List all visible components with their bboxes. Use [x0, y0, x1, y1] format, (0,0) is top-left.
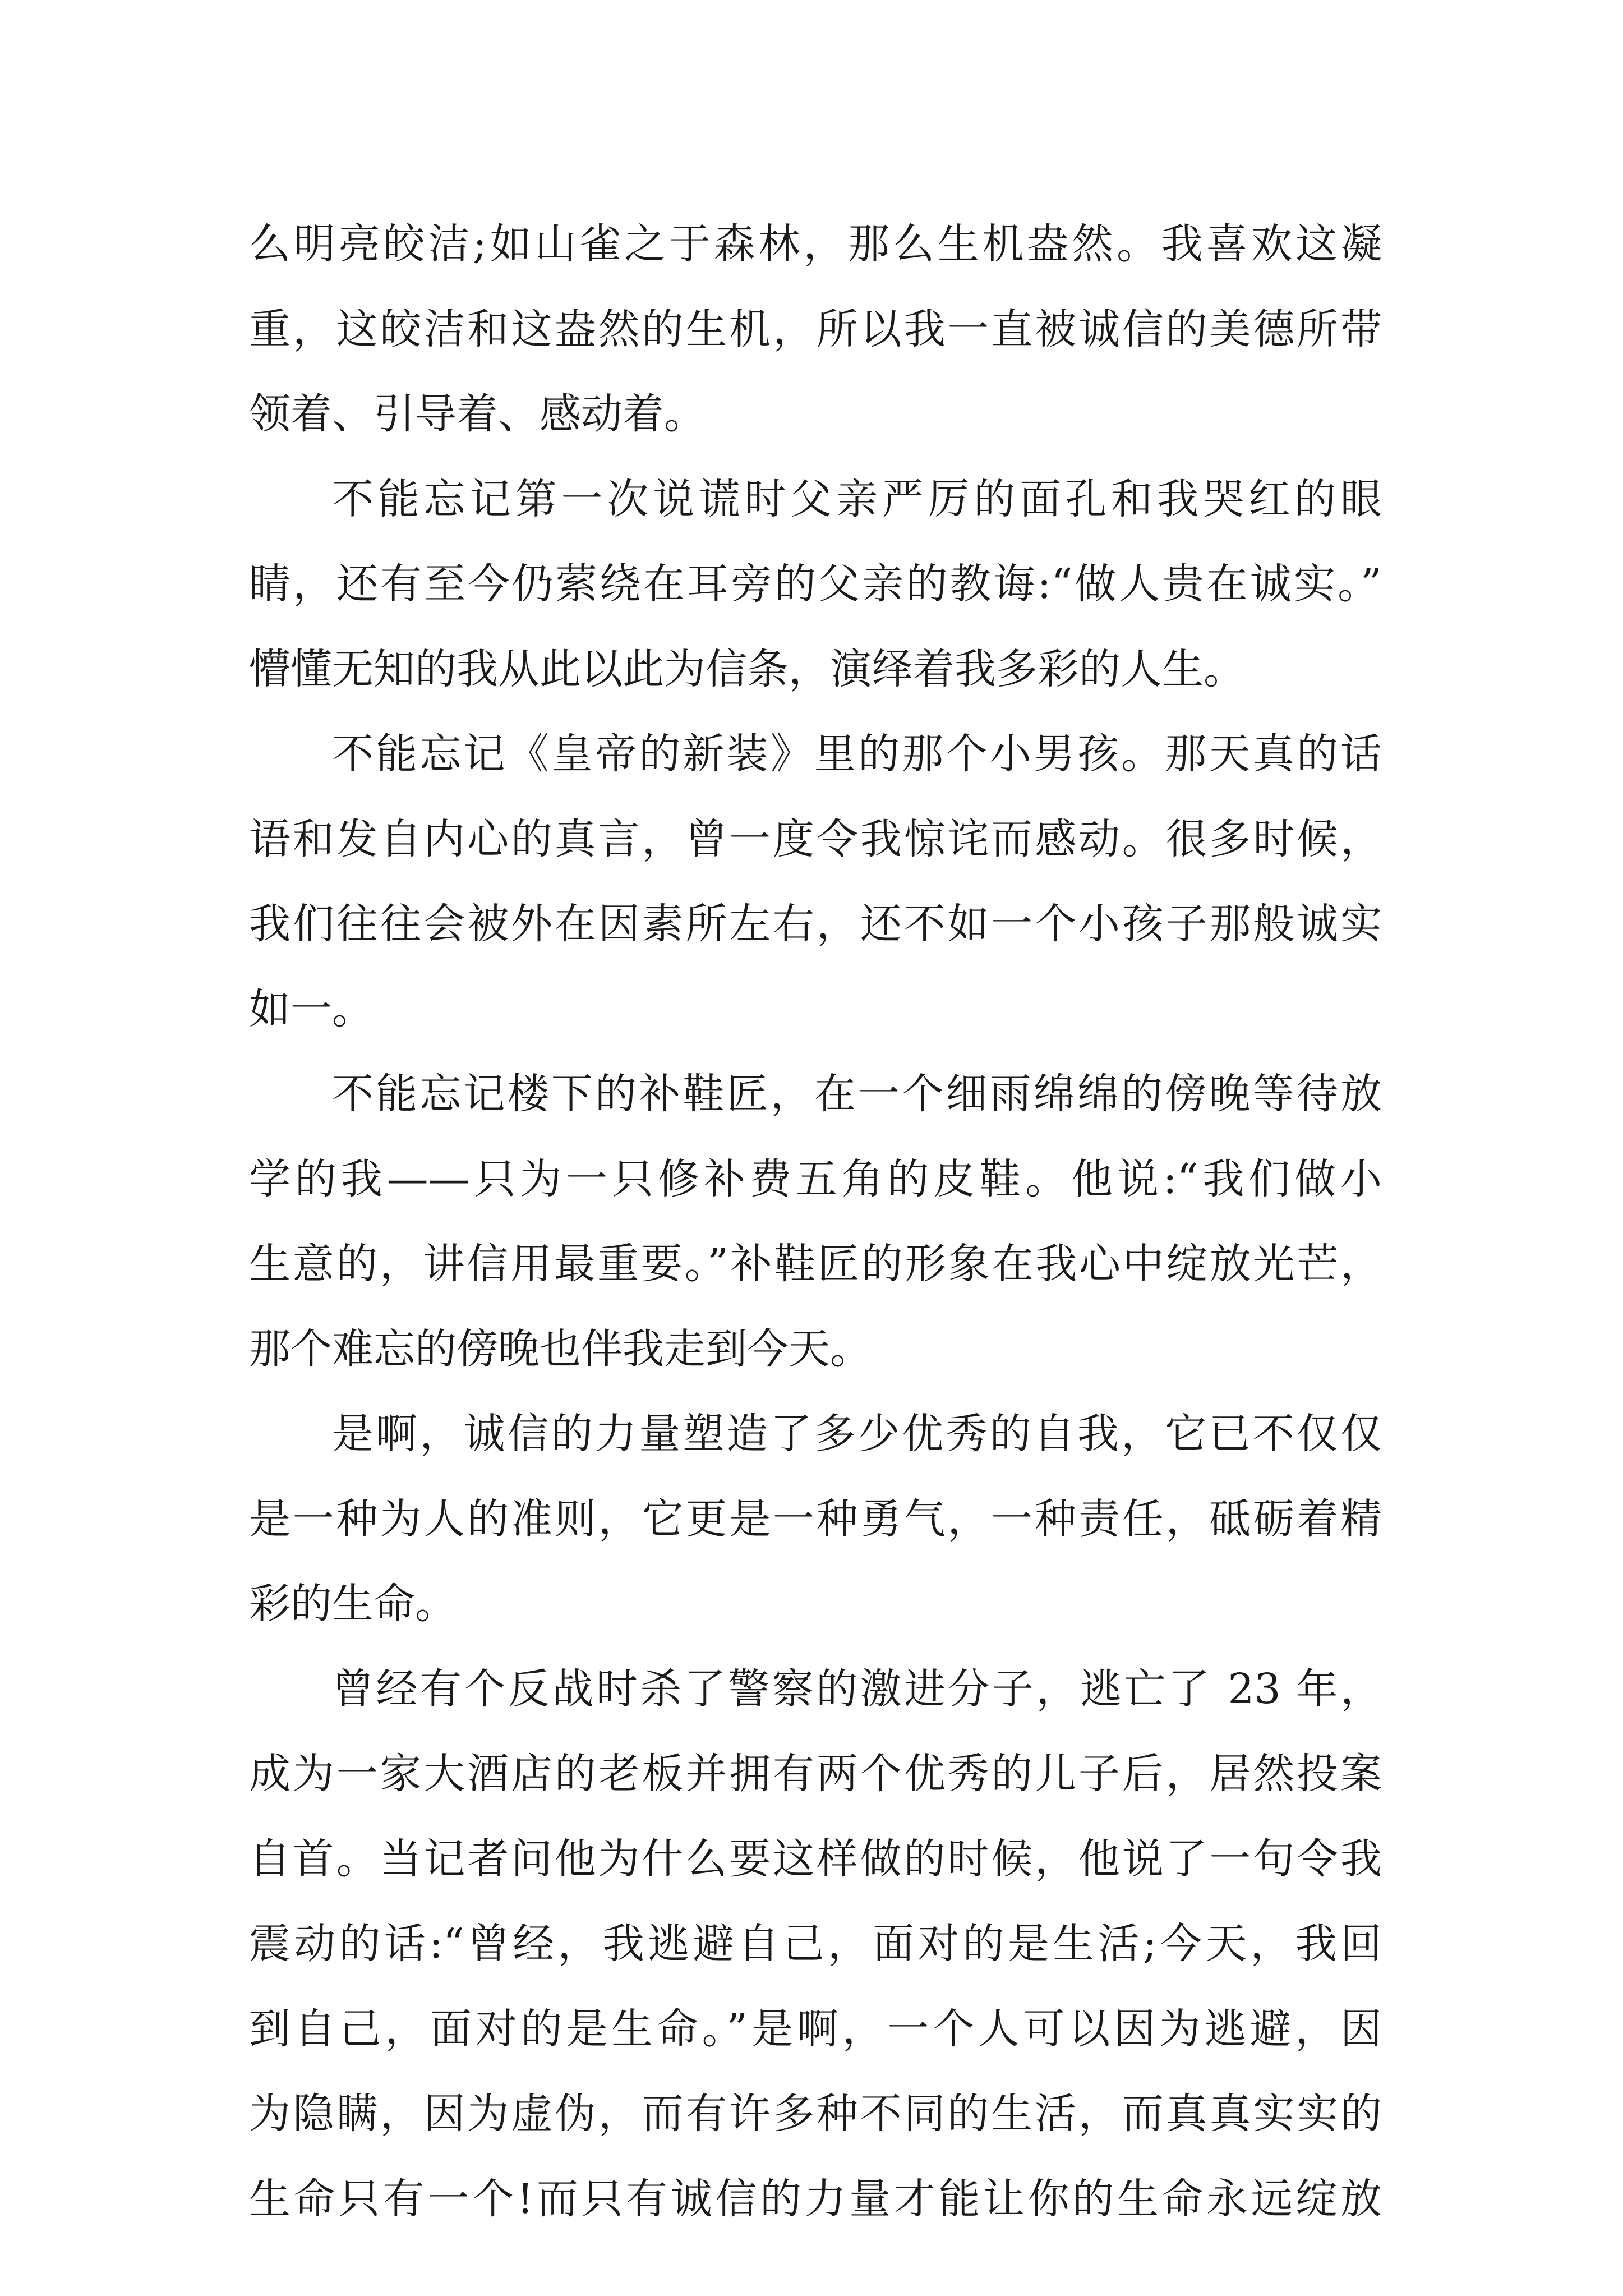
text-line: 我们往往会被外在因素所左右，还不如一个小孩子那般诚实 — [249, 900, 1382, 948]
text-line: 学的我——只为一只修补费五角的皮鞋。他说:“我们做小 — [249, 1154, 1382, 1203]
paragraph-5 — [249, 1392, 1382, 1647]
paragraph-2 — [249, 457, 1382, 712]
paragraph-4 — [249, 1052, 1382, 1392]
text-line: 不能忘记第一次说谎时父亲严厉的面孔和我哭红的眼 — [332, 475, 1382, 523]
text-line: 不能忘记《皇帝的新装》里的那个小男孩。那天真的话 — [332, 730, 1382, 778]
text-line: 自首。当记者问他为什么要这样做的时候，他说了一句令我 — [249, 1834, 1382, 1883]
text-line: 语和发自内心的真言，曾一度令我惊诧而感动。很多时候， — [249, 815, 1382, 863]
text-line: 那个难忘的傍晚也伴我走到今天。 — [249, 1324, 872, 1373]
text-line: 睛，还有至今仍萦绕在耳旁的父亲的教诲:“做人贵在诚实。” — [249, 560, 1382, 608]
text-line: 生命只有一个!而只有诚信的力量才能让你的生命永远绽放 — [249, 2174, 1382, 2223]
text-line: 是啊，诚信的力量塑造了多少优秀的自我，它已不仅仅 — [332, 1410, 1382, 1458]
text-line: 领着、引导着、感动着。 — [249, 390, 706, 438]
text-line: 彩的生命。 — [249, 1580, 457, 1628]
text-line: 么明亮皎洁;如山雀之于森林，那么生机盎然。我喜欢这凝 — [249, 220, 1382, 268]
text-line: 震动的话:“曾经，我逃避自己，面对的是生活;今天，我回 — [249, 1920, 1382, 1968]
text-line: 到自己，面对的是生命。”是啊，一个人可以因为逃避，因 — [249, 2004, 1382, 2053]
text-line: 生意的，讲信用最重要。”补鞋匠的形象在我心中绽放光芒， — [249, 1240, 1382, 1288]
text-line: 是一种为人的准则，它更是一种勇气，一种责任，砥砺着精 — [249, 1494, 1382, 1543]
paragraph-1 — [249, 202, 1382, 457]
text-line: 不能忘记楼下的补鞋匠，在一个细雨绵绵的傍晚等待放 — [332, 1070, 1382, 1118]
text-line: 曾经有个反战时杀了警察的激进分子，逃亡了 23 年， — [332, 1664, 1382, 1713]
body-text — [249, 202, 1382, 2242]
paragraph-3 — [249, 712, 1382, 1052]
paragraph-6 — [249, 1647, 1382, 2242]
text-line: 如一。 — [249, 984, 374, 1033]
text-line: 重，这皎洁和这盎然的生机，所以我一直被诚信的美德所带 — [249, 305, 1382, 353]
text-line: 成为一家大酒店的老板并拥有两个优秀的儿子后，居然投案 — [249, 1750, 1382, 1798]
text-line: 为隐瞒，因为虚伪，而有许多种不同的生活，而真真实实的 — [249, 2090, 1382, 2138]
text-line: 懵懂无知的我从此以此为信条，演绎着我多彩的人生。 — [249, 645, 1245, 693]
